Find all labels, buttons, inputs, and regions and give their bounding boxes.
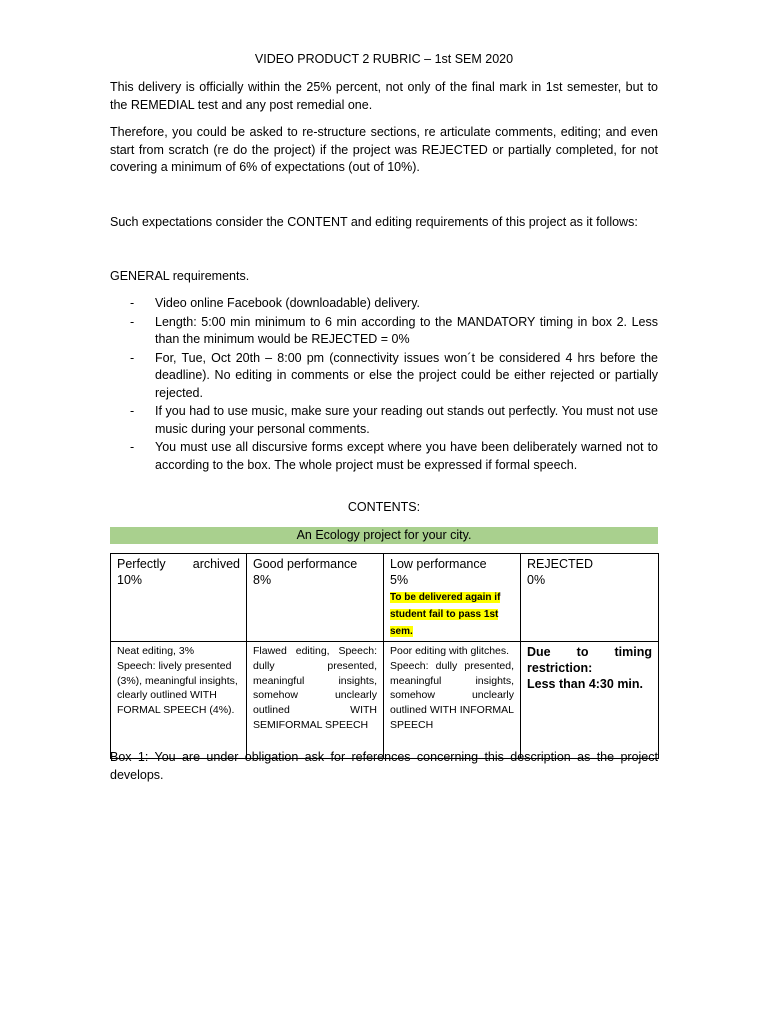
- list-item-text: You must use all discursive forms except where you have been deliberately warned not to according to the box. The whole project must be expressed if formal speech.: [155, 440, 658, 472]
- column-label: Perfectly archived: [117, 557, 240, 571]
- intro-paragraph-2: Therefore, you could be asked to re-structure sections, re articulate comments, editing; and even start from scratch (re do the project) if the project was REJECTED or partially completed, for not covering a minimum of 6% of expectations (out of 10%).: [110, 125, 658, 174]
- column-label: Low performance: [390, 557, 487, 571]
- column-value: 5%: [390, 573, 409, 587]
- rubric-table: [110, 553, 659, 759]
- project-title-bar: An Ecology project for your city.: [110, 527, 658, 544]
- rubric-header-rejected: [521, 554, 659, 642]
- list-item-text: Length: 5:00 min minimum to 6 min according to the MANDATORY timing in box 2. Less than the minimum would be REJECTED = 0%: [155, 314, 658, 346]
- intro-paragraph-1: This delivery is officially within the 25% percent, not only of the final mark in 1st semester, but to the REMEDIAL test and any post remedial one.: [110, 80, 658, 112]
- table-row: [111, 642, 659, 759]
- general-requirements-heading: GENERAL requirements.: [110, 269, 250, 283]
- column-label: REJECTED: [527, 557, 593, 571]
- rubric-header-low: [384, 554, 521, 642]
- column-value: 10%: [117, 573, 143, 587]
- general-requirements-list: [110, 295, 658, 475]
- list-item-text: If you had to use music, make sure your reading out stands out perfectly. You must not use music during your personal comments.: [155, 404, 658, 436]
- list-item: - Video online Facebook (downloadable) delivery.: [130, 296, 420, 310]
- rubric-desc-rejected: Due to timing restriction: Less than 4:30 min.: [521, 642, 659, 759]
- rubric-header-good: [247, 554, 384, 642]
- box1-note: Box 1: You are under obligation ask for references concerning this description as the project develops.: [110, 750, 658, 782]
- list-item-text: Video online Facebook (downloadable) delivery.: [155, 296, 420, 310]
- intro-paragraph-3: Such expectations consider the CONTENT and editing requirements of this project as it follows:: [110, 215, 638, 229]
- list-item-text: For, Tue, Oct 20th – 8:00 pm (connectivity issues won´t be considered 4 hrs before the deadline). No editing in comments or else the project could be either rejected or partially rejected.: [155, 350, 658, 400]
- list-item: - You must use all discursive forms except where you have been deliberately warned not to according to the box. The whole project must be expressed if formal speech.: [130, 440, 658, 472]
- table-row: [111, 554, 659, 642]
- column-label: Good performance: [253, 557, 358, 571]
- column-value: 8%: [253, 573, 272, 587]
- column-value: 0%: [527, 573, 546, 587]
- page-title: VIDEO PRODUCT 2 RUBRIC – 1st SEM 2020: [254, 52, 514, 66]
- list-item: - For, Tue, Oct 20th – 8:00 pm (connectivity issues won´t be considered 4 hrs before the deadline). No editing in comments or else the project could be either rejected or partially rejected.: [130, 350, 658, 400]
- list-item: - Length: 5:00 min minimum to 6 min according to the MANDATORY timing in box 2. Less than the minimum would be REJECTED = 0%: [130, 314, 658, 346]
- rubric-desc-perfect: Neat editing, 3% Speech: lively presented (3%), meaningful insights, clearly outlined WITH FORMAL SPEECH (4%).: [111, 642, 247, 759]
- list-item: - If you had to use music, make sure your reading out stands out perfectly. You must not use music during your personal comments.: [130, 404, 658, 436]
- rubric-desc-good: Flawed editing, Speech: dully presented, meaningful insights, somehow unclearly outlined WITH SEMIFORMAL SPEECH: [247, 642, 384, 759]
- rubric-desc-low: Poor editing with glitches. Speech: dully presented, meaningful insights, somehow unclearly outlined WITH INFORMAL SPEECH: [384, 642, 521, 759]
- contents-heading: CONTENTS:: [347, 500, 421, 514]
- rubric-header-perfect: [111, 554, 247, 642]
- redelivery-note: To be delivered again if student fail to pass 1st sem.: [390, 592, 501, 637]
